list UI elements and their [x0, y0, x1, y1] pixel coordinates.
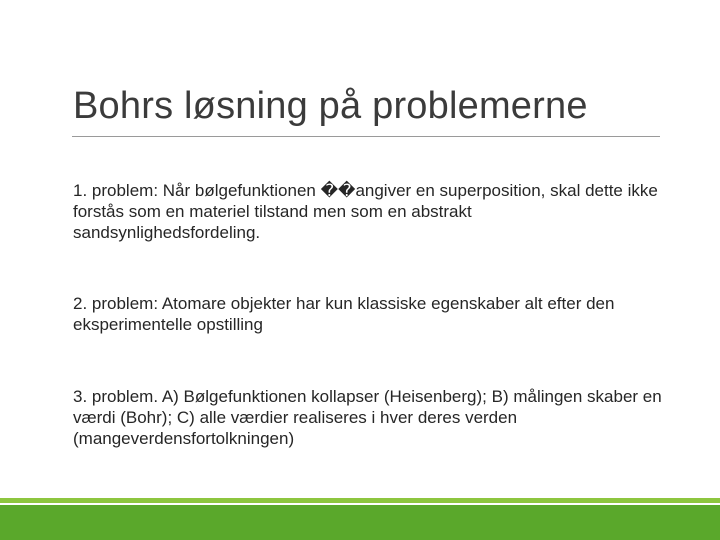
footer-accent-stripe: [0, 498, 720, 503]
paragraph-problem-3: 3. problem. A) Bølgefunktionen kollapser (Heisenberg); B) målingen skaber en værdi (Bohr); C) alle værdier realiseres i hver deres verden (mangeverdensfortolkningen): [73, 387, 662, 448]
title-divider: [72, 136, 660, 137]
slide-title: Bohrs løsning på problemerne: [73, 85, 588, 127]
footer-accent-bar: [0, 505, 720, 540]
paragraph-problem-2: 2. problem: Atomare objekter har kun klassiske egenskaber alt efter den eksperimentelle opstilling: [73, 294, 615, 334]
paragraph-problem-1: 1. problem: Når bølgefunktionen ��angiver en superposition, skal dette ikke forstås som en materiel tilstand men som en abstrakt sandsynlighedsfordeling.: [73, 181, 658, 242]
